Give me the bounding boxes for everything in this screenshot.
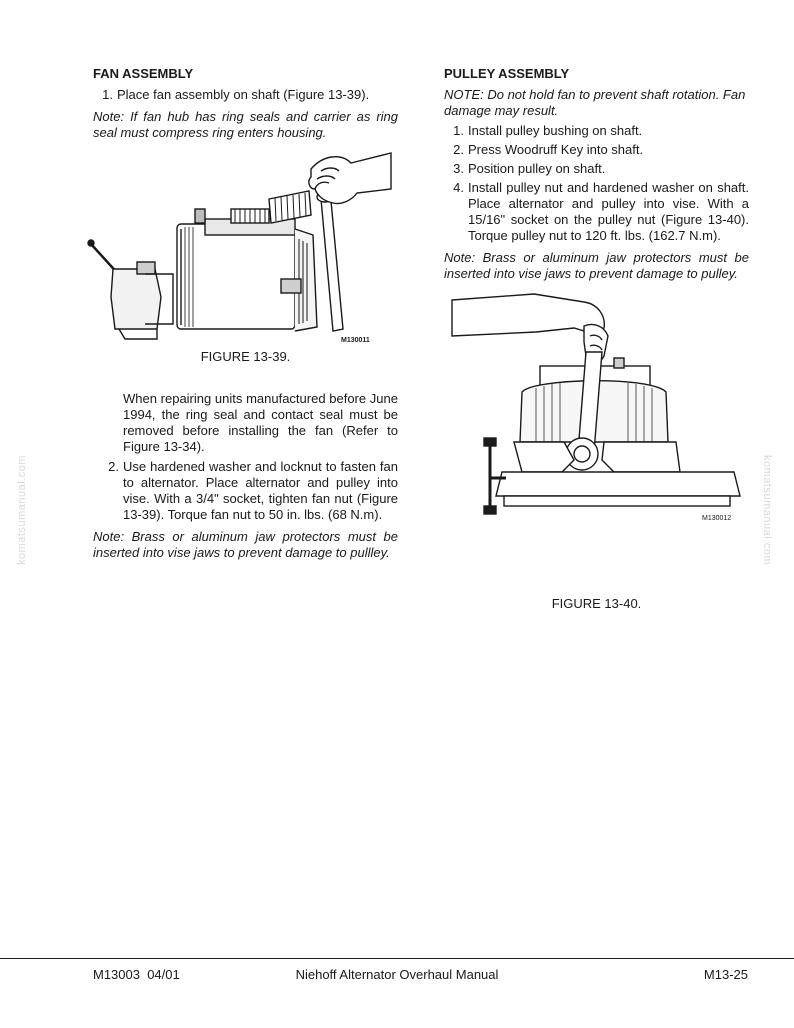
step-number: 3. bbox=[453, 161, 464, 176]
step-text: Install pulley bushing on shaft. bbox=[468, 123, 643, 138]
step-text: Place fan assembly on shaft (Figure 13-39). bbox=[117, 87, 370, 102]
pulley-step-4 bbox=[444, 180, 749, 244]
pulley-step-2 bbox=[444, 142, 749, 158]
step-number: 2. bbox=[453, 142, 464, 157]
figure-id-label: M130012 bbox=[702, 515, 732, 522]
pre-1994-paragraph: When repairing units manufactured before June 1994, the ring seal and contact seal must be removed before installing the fan (Refer to Figure 13-34). bbox=[123, 391, 398, 454]
step-number: 1. bbox=[453, 123, 464, 138]
footer-page-number: M13-25 bbox=[703, 967, 748, 982]
footer-manual-title: Niehoff Alternator Overhaul Manual bbox=[295, 967, 499, 982]
pulley-vise-illustration bbox=[444, 292, 749, 532]
left-column bbox=[93, 66, 398, 561]
fan-step-2 bbox=[99, 459, 398, 523]
footer-rule bbox=[0, 958, 794, 959]
step-text: Position pulley on shaft. bbox=[468, 161, 606, 176]
alternator-fan-illustration bbox=[85, 149, 395, 349]
step-text: Press Woodruff Key into shaft. bbox=[468, 142, 644, 157]
figure-13-39 bbox=[85, 149, 398, 353]
step-number: 2. bbox=[108, 459, 119, 474]
footer-doc-number: M13003 04/01 bbox=[93, 967, 180, 982]
pulley-note-jaw-protectors: Note: Brass or aluminum jaw protectors must be inserted into vise jaws to prevent damage to pulley. bbox=[444, 250, 749, 281]
figure-id-label: M130011 bbox=[341, 337, 370, 344]
figure-13-39-caption: FIGURE 13-39. bbox=[200, 349, 291, 364]
figure-13-40-caption: FIGURE 13-40. bbox=[551, 596, 642, 611]
pulley-step-1 bbox=[444, 123, 749, 139]
pulley-step-3 bbox=[444, 161, 749, 177]
fan-assembly-heading: FAN ASSEMBLY bbox=[93, 66, 194, 81]
pulley-assembly-heading: PULLEY ASSEMBLY bbox=[444, 66, 570, 81]
step-text: Install pulley nut and hardened washer on shaft. Place alternator and pulley into vise. With a 15/16" socket on the pulley nut (Figure 13-40). Torque pulley nut to 120 ft. lbs. (162.7 N.m). bbox=[468, 180, 749, 243]
step-text: Use hardened washer and locknut to fasten fan to alternator. Place alternator and pulley into vise. With a 3/4" socket, tighten fan nut (Figure 13-39). Torque fan nut to 50 in. lbs. (68 N.m). bbox=[123, 459, 398, 522]
fan-note-ring-seal: Note: If fan hub has ring seals and carrier as ring seal must compress ring enters housing. bbox=[93, 109, 398, 140]
watermark-left: komatsumanual.com bbox=[16, 455, 28, 565]
fan-step-1 bbox=[93, 87, 398, 103]
step-number: 1. bbox=[102, 87, 113, 102]
step-number: 4. bbox=[453, 180, 464, 195]
pulley-note-fan-damage: NOTE: Do not hold fan to prevent shaft rotation. Fan damage may result. bbox=[444, 87, 746, 118]
right-column bbox=[444, 66, 749, 612]
pulley-steps bbox=[444, 123, 749, 244]
fan-note-jaw-protectors: Note: Brass or aluminum jaw protectors must be inserted into vise jaws to prevent damage to pullley. bbox=[93, 529, 398, 560]
watermark-right: komatsumanual.com bbox=[761, 455, 773, 565]
figure-13-40 bbox=[444, 292, 749, 536]
